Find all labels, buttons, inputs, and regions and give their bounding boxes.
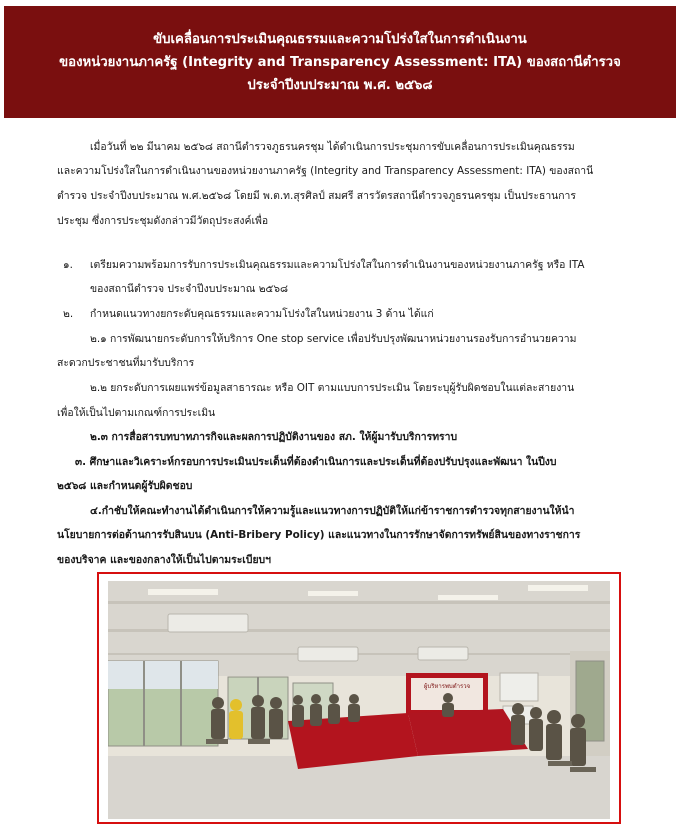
page-header-banner <box>4 6 676 118</box>
air-conditioner <box>298 647 358 661</box>
item-3-line-1: ๓. ศึกษาและวิเคราะห์กรอบการประเมินประเด็นที่ต้องดำเนินการและประเด็นที่ต้องปรับปรุงและพัฒนา ในปีงบ <box>75 456 557 468</box>
item-1-number: ๑. <box>63 259 73 271</box>
subitem-2-2-line-1: ๒.๒ ยกระดับการเผยแพร่ข้อมูลสาธารณะ หรือ OIT ตามแบบการประเมิน โดยระบุผู้รับผิดชอบในแต่ละสายงาน <box>90 382 575 394</box>
item-4-line-1: ๔.กำชับให้คณะทำงานได้ดำเนินการให้ความรู้และแนวทางการปฏิบัติให้แก่ข้าราชการตำรวจทุกสายงานให้นำ <box>90 505 575 517</box>
meeting-room-illustration <box>108 581 610 819</box>
ceiling-light <box>528 585 588 591</box>
header-title-line-1: ขับเคลื่อนการประเมินคุณธรรมและความโปร่งใสในการดำเนินงาน <box>153 31 527 47</box>
subitem-2-1-line-1: ๒.๑ การพัฒนายกระดับการให้บริการ One stop service เพื่อปรับปรุงพัฒนาหน่วยงานรองรับการอำนวยความ <box>90 333 577 345</box>
item-4-line-2: นโยบายการต่อต้านการรับสินบน (Anti-Bribery Policy) และแนวทางในการรักษาจัดการทรัพย์สินของทางราชการ <box>57 529 581 541</box>
item-2-line-1: กำหนดแนวทางยกระดับคุณธรรมและความโปร่งใสในหน่วยงาน 3 ด้าน ได้แก่ <box>90 308 434 320</box>
subitem-2-2-line-2: เพื่อให้เป็นไปตามเกณฑ์การประเมิน <box>57 407 216 419</box>
meeting-photo <box>108 581 610 819</box>
air-conditioner <box>168 614 248 632</box>
ceiling-light <box>438 595 498 600</box>
header-title-line-3: ประจำปีงบประมาณ พ.ศ. ๒๕๖๘ <box>247 77 433 93</box>
ceiling-light <box>148 589 218 595</box>
wall-banner-text: ผู้บริหารพบตำรวจ <box>423 683 471 690</box>
subitem-2-1-line-2: สะดวกประชาชนที่มารับบริการ <box>57 357 195 369</box>
header-title-line-2: ของหน่วยงานภาครัฐ (Integrity and Transparency Assessment: ITA) ของสถานีตำรวจ <box>59 54 621 70</box>
intro-line-3: ตำรวจ ประจำปีงบประมาณ พ.ศ.๒๕๖๘ โดยมี พ.ต.ท.สุรศิลป์ สมศรี สารวัตรสถานีตำรวจภูธรนครชุม เป็นประธานการ <box>57 190 576 202</box>
item-1-line-2: ของสถานีตำรวจ ประจำปีงบประมาณ ๒๕๖๘ <box>90 283 289 295</box>
item-4-line-3: ของบริจาค และของกลางให้เป็นไปตามระเบียบฯ <box>57 554 271 566</box>
item-2-number: ๒. <box>63 308 74 320</box>
floor <box>108 756 610 819</box>
meeting-photo-frame <box>97 572 621 824</box>
ceiling-light <box>308 591 358 596</box>
item-1-line-1: เตรียมความพร้อมการรับการประเมินคุณธรรมและความโปร่งใสในการดำเนินงานของหน่วยงานภาครัฐ หรือ ITA <box>90 259 585 271</box>
intro-line-4: ประชุม ซึ่งการประชุมดังกล่าวมีวัตถุประสงค์เพื่อ <box>57 215 269 227</box>
intro-line-1: เมื่อวันที่ ๒๒ มีนาคม ๒๕๖๘ สถานีตำรวจภูธรนครชุม ได้ดำเนินการประชุมการขับเคลื่อนการประเมินคุณธรรม <box>90 141 575 153</box>
subitem-2-3-line-1: ๒.๓ การสื่อสารบทบาทภารกิจและผลการปฏิบัติงานของ สภ. ให้ผู้มารับบริการทราบ <box>90 431 458 443</box>
air-conditioner <box>418 647 468 660</box>
notice-board <box>500 673 538 701</box>
item-3-line-2: ๒๕๖๘ และกำหนดผู้รับผิดชอบ <box>57 480 193 492</box>
intro-line-2: และความโปร่งใสในการดำเนินงานของหน่วยงานภาครัฐ (Integrity and Transparency Assessment: ITA) ของสถานี <box>57 165 594 177</box>
